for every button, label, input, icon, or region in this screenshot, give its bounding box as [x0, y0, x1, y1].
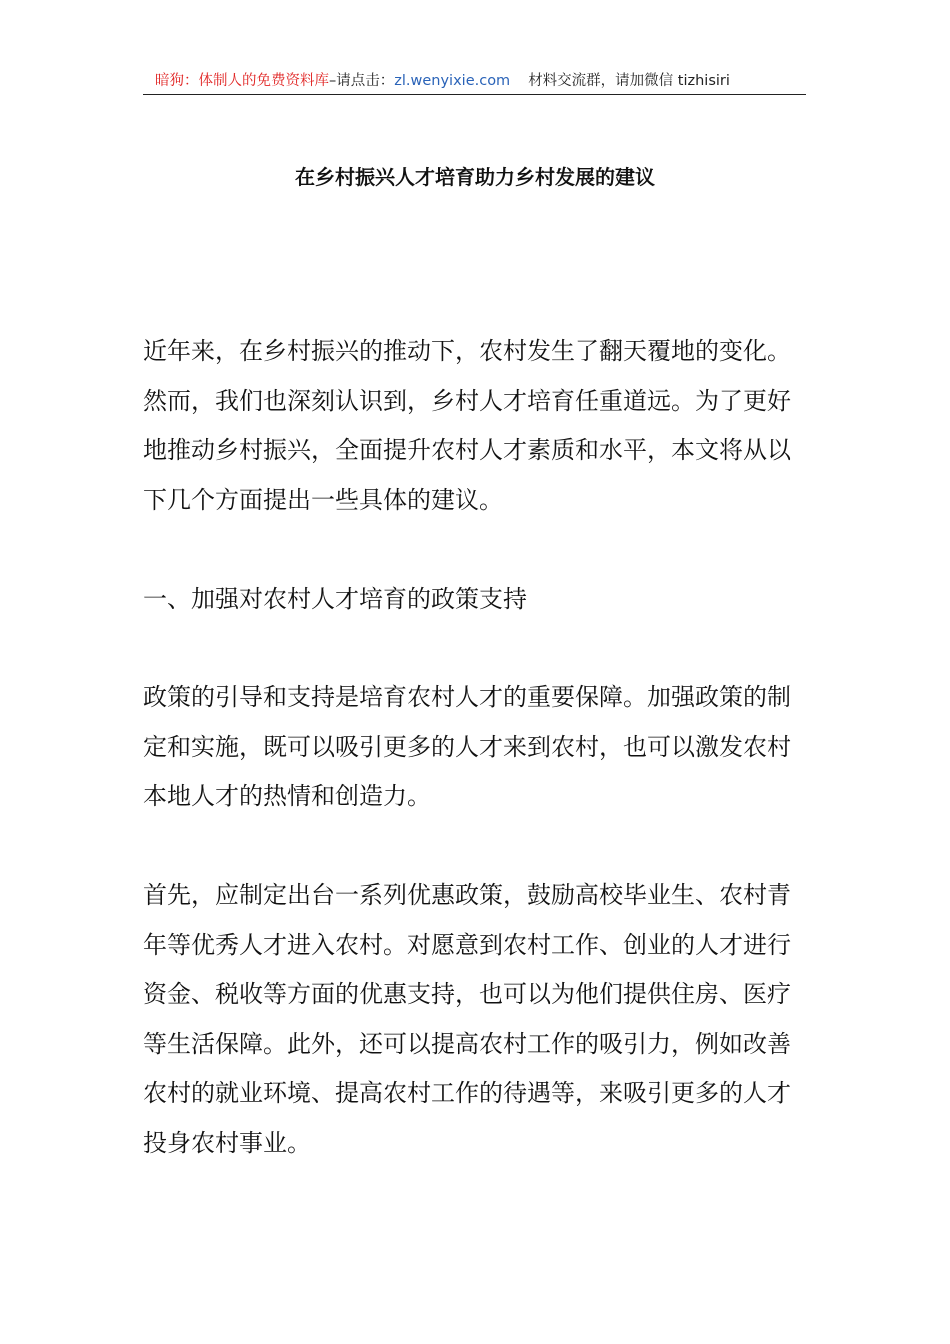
header-url-link[interactable]: zl.wenyixie.com [394, 73, 511, 89]
paragraph-text: 近年来，在乡村振兴的推动下，农村发生了翻天覆地的变化。然而，我们也深刻认识到，乡村人才培育任重道远。为了更好地推动乡村振兴，全面提升农村人才素质和水平，本文将从以下几个方面提出一些具体的建议。 [143, 337, 791, 514]
section-heading-text: 一、加强对农村人才培育的政策支持 [143, 585, 527, 613]
header-contact: 材料交流群，请加微信 tizhisiri [528, 73, 730, 89]
header-click-prompt: –请点击： [329, 73, 395, 89]
intro-paragraph [143, 327, 808, 525]
document-title: 在乡村振兴人才培育助力乡村发展的建议 [295, 165, 655, 189]
section-heading [143, 575, 808, 625]
first-point-paragraph [143, 871, 808, 1168]
page-header [143, 68, 806, 95]
paragraph-text: 政策的引导和支持是培育农村人才的重要保障。加强政策的制定和实施，既可以吸引更多的人才来到农村，也可以激发农村本地人才的热情和创造力。 [143, 683, 791, 810]
header-site-name: 暗狗：体制人的免费资料库 [155, 73, 329, 89]
policy-paragraph [143, 673, 808, 822]
paragraph-text: 首先，应制定出台一系列优惠政策，鼓励高校毕业生、农村青年等优秀人才进入农村。对愿意到农村工作、创业的人才进行资金、税收等方面的优惠支持，也可以为他们提供住房、医疗等生活保障。此外，还可以提高农村工作的吸引力，例如改善农村的就业环境、提高农村工作的待遇等，来吸引更多的人才投身农村事业。 [143, 881, 791, 1157]
